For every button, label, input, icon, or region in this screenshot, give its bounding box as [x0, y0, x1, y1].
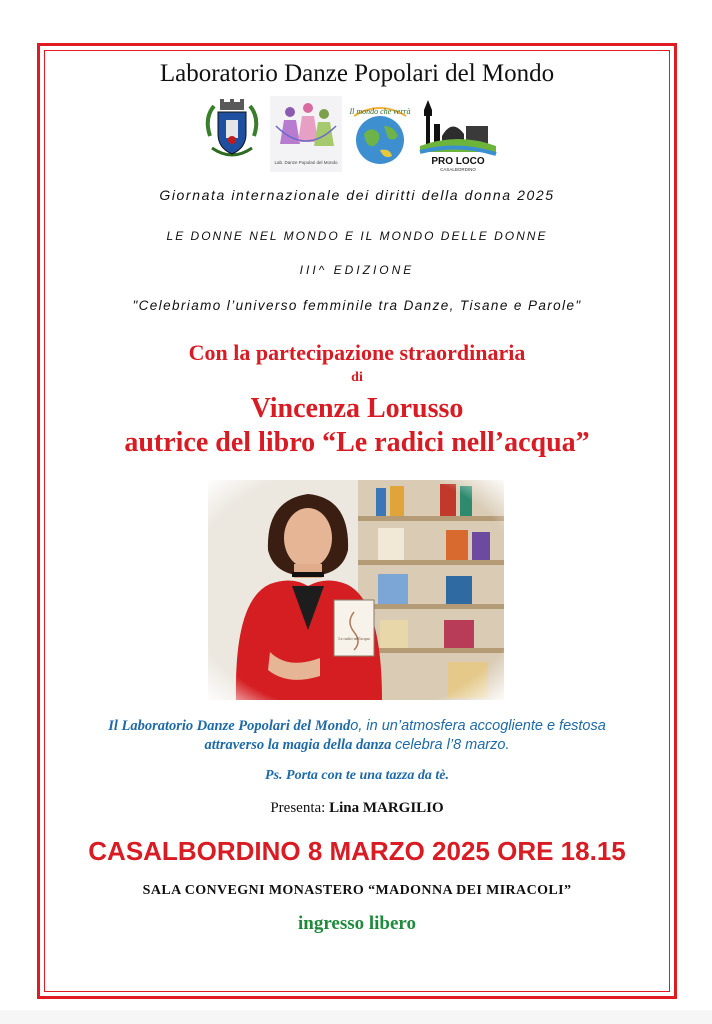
description-org-part: Il Laboratorio Danze Popolari del Mond — [108, 718, 351, 734]
description-line-1 — [44, 718, 670, 735]
presenter-label: Presenta: — [270, 800, 330, 816]
proloco-name: PRO LOCO — [431, 156, 485, 167]
presenter-line — [44, 800, 670, 817]
description-dance-part: attraverso la magia della danza — [204, 737, 396, 753]
event-datetime: CASALBORDINO 8 MARZO 2025 ORE 18.15 — [88, 836, 626, 866]
coat-of-arms-icon — [202, 96, 262, 166]
description-line-2 — [44, 737, 670, 754]
world-globe-logo-icon — [346, 96, 414, 172]
event-theme: LE DONNE NEL MONDO E IL MONDO DELLE DONNE — [166, 229, 548, 243]
event-title: Giornata internazionale dei diritti della donna 2025 — [159, 187, 555, 203]
description-atmosphere: o, in un’atmosfera accogliente e festosa — [350, 718, 606, 734]
dancers-logo-icon — [270, 96, 342, 172]
guest-book: autrice del libro “Le radici nell’acqua” — [124, 427, 590, 458]
event-venue: SALA CONVEGNI MONASTERO “MADONNA DEI MIRACOLI” — [142, 883, 572, 898]
event-edition: III^ EDIZIONE — [299, 263, 415, 277]
proloco-town: CASALBORDINO — [440, 167, 476, 172]
organization-title: Laboratorio Danze Popolari del Mondo — [159, 60, 555, 87]
logo-row — [188, 96, 508, 176]
postscript: Ps. Porta con te una tazza da tè. — [265, 768, 449, 783]
guest-di: di — [351, 370, 363, 385]
guest-intro: Con la partecipazione straordinaria — [188, 340, 526, 365]
dancers-logo-caption: Lab. Danze Popolari del Mondo — [274, 160, 338, 165]
globe-logo-caption: Il mondo che verrà — [349, 107, 411, 116]
entry-info: ingresso libero — [297, 913, 417, 934]
event-motto: "Celebriamo l’universo femminile tra Danze, Tisane e Parole" — [132, 298, 582, 313]
presenter-name: Lina MARGILIO — [329, 800, 444, 816]
pro-loco-logo-icon — [418, 96, 498, 172]
author-photo — [208, 480, 504, 700]
guest-name: Vincenza Lorusso — [250, 393, 464, 424]
description-celebration: celebra l’8 marzo. — [395, 737, 510, 753]
